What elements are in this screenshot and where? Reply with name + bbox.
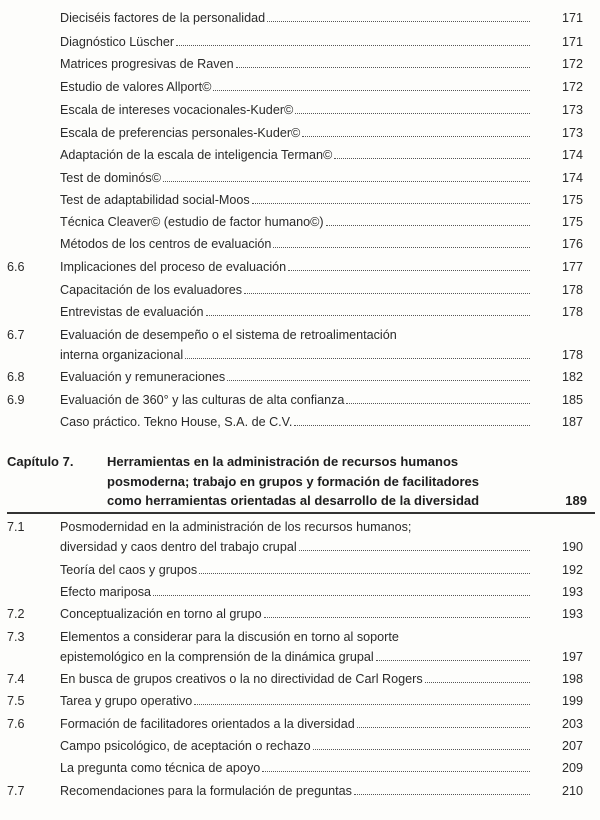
page-number: 192 bbox=[561, 563, 583, 577]
entry-title: Escala de intereses vocacionales-Kuder© bbox=[60, 103, 294, 117]
dot-leader bbox=[236, 67, 530, 68]
entry-title: Evaluación de desempeño o el sistema de retroalimentación bbox=[60, 328, 397, 342]
entry-title-line bbox=[60, 302, 530, 322]
dot-leader bbox=[252, 203, 530, 204]
page-number: 182 bbox=[561, 370, 583, 384]
toc-entry[interactable] bbox=[0, 212, 600, 232]
chapter-title bbox=[107, 452, 527, 511]
dot-leader bbox=[295, 113, 530, 114]
entry-title: Posmodernidad en la administración de los recursos humanos; bbox=[60, 520, 412, 534]
entry-title: Evaluación de 360° y las culturas de alta confianza bbox=[60, 393, 345, 407]
entry-title-line bbox=[60, 517, 530, 537]
page-number: 174 bbox=[561, 171, 583, 185]
entry-title: Entrevistas de evaluación bbox=[60, 305, 204, 319]
section-number: 7.6 bbox=[7, 717, 25, 731]
toc-entry[interactable] bbox=[0, 100, 600, 120]
dot-leader bbox=[163, 181, 530, 182]
entry-title: diversidad y caos dentro del trabajo crupal bbox=[60, 540, 297, 554]
entry-title: Estudio de valores Allport© bbox=[60, 80, 212, 94]
entry-title: Caso práctico. Tekno House, S.A. de C.V. bbox=[60, 415, 293, 429]
entry-title-line bbox=[60, 758, 530, 778]
dot-leader bbox=[294, 425, 530, 426]
section-number: 6.7 bbox=[7, 328, 25, 342]
dot-leader bbox=[176, 45, 530, 46]
dot-leader bbox=[267, 21, 530, 22]
toc-entry[interactable] bbox=[0, 669, 600, 689]
page-number: 198 bbox=[561, 672, 583, 686]
dot-leader bbox=[153, 595, 530, 596]
toc-entry[interactable] bbox=[0, 145, 600, 165]
entry-title: Adaptación de la escala de inteligencia Terman© bbox=[60, 148, 333, 162]
entry-title: Métodos de los centros de evaluación bbox=[60, 237, 272, 251]
entry-title-line bbox=[60, 647, 530, 667]
page-number: 175 bbox=[561, 193, 583, 207]
dot-leader bbox=[425, 682, 530, 683]
entry-title-line bbox=[60, 54, 530, 74]
page-number: 197 bbox=[561, 650, 583, 664]
dot-leader bbox=[346, 403, 530, 404]
page-number: 173 bbox=[561, 126, 583, 140]
section-number: 6.9 bbox=[7, 393, 25, 407]
dot-leader bbox=[199, 573, 530, 574]
toc-entry[interactable] bbox=[0, 582, 600, 602]
entry-title-line bbox=[60, 390, 530, 410]
page-number: 173 bbox=[561, 103, 583, 117]
entry-title: Recomendaciones para la formulación de preguntas bbox=[60, 784, 352, 798]
chapter-label: Capítulo 7. bbox=[7, 454, 74, 469]
entry-title: Capacitación de los evaluadores bbox=[60, 283, 243, 297]
entry-title: Implicaciones del proceso de evaluación bbox=[60, 260, 287, 274]
chapter-divider bbox=[7, 512, 595, 514]
chapter-title-line: posmoderna; trabajo en grupos y formación de facilitadores bbox=[107, 473, 480, 489]
page-number: 178 bbox=[561, 305, 583, 319]
entry-title-line bbox=[60, 168, 530, 188]
page-number: 190 bbox=[561, 540, 583, 554]
toc-entry[interactable] bbox=[0, 691, 600, 711]
section-number: 6.8 bbox=[7, 370, 25, 384]
page-number: 174 bbox=[561, 148, 583, 162]
entry-title-line bbox=[60, 325, 530, 345]
page-number: 185 bbox=[561, 393, 583, 407]
dot-leader bbox=[357, 727, 530, 728]
dot-leader bbox=[227, 380, 530, 381]
toc-entry[interactable] bbox=[0, 412, 600, 432]
entry-title: En busca de grupos creativos o la no directividad de Carl Rogers bbox=[60, 672, 423, 686]
entry-title-line bbox=[60, 560, 530, 580]
toc-entry[interactable] bbox=[0, 54, 600, 74]
page-number: 207 bbox=[561, 739, 583, 753]
entry-title-line bbox=[60, 345, 530, 365]
entry-title-line bbox=[60, 582, 530, 602]
entry-title: Escala de preferencias personales-Kuder© bbox=[60, 126, 301, 140]
toc-entry[interactable] bbox=[0, 190, 600, 210]
toc-entry[interactable] bbox=[0, 325, 600, 362]
page-number: 171 bbox=[561, 11, 583, 25]
page-number: 199 bbox=[561, 694, 583, 708]
toc-entry[interactable] bbox=[0, 77, 600, 97]
entry-title-line bbox=[60, 736, 530, 756]
entry-title: interna organizacional bbox=[60, 348, 184, 362]
toc-entry[interactable] bbox=[0, 758, 600, 778]
section-number: 7.3 bbox=[7, 630, 25, 644]
toc-entry[interactable] bbox=[0, 390, 600, 410]
entry-title-line bbox=[60, 714, 530, 734]
entry-title-line bbox=[60, 32, 530, 52]
page-number: 187 bbox=[561, 415, 583, 429]
entry-title-line bbox=[60, 537, 530, 557]
chapter-title-line: como herramientas orientadas al desarrollo de la diversidad bbox=[107, 493, 480, 508]
page-number: 203 bbox=[561, 717, 583, 731]
page-number: 193 bbox=[561, 585, 583, 599]
page-number: 177 bbox=[561, 260, 583, 274]
dot-leader bbox=[273, 247, 530, 248]
entry-title: Diagnóstico Lüscher bbox=[60, 35, 175, 49]
toc-entry[interactable] bbox=[0, 234, 600, 254]
entry-title-line bbox=[60, 8, 530, 28]
entry-title: Evaluación y remuneraciones bbox=[60, 370, 226, 384]
toc-entry[interactable] bbox=[0, 123, 600, 143]
entry-title-line bbox=[60, 669, 530, 689]
section-number: 7.2 bbox=[7, 607, 25, 621]
toc-entry[interactable] bbox=[0, 627, 600, 664]
entry-title-line bbox=[60, 77, 530, 97]
dot-leader bbox=[288, 270, 530, 271]
toc-entry[interactable] bbox=[0, 302, 600, 322]
dot-leader bbox=[194, 704, 530, 705]
toc-entry[interactable] bbox=[0, 257, 600, 277]
dot-leader bbox=[334, 158, 530, 159]
entry-title-line bbox=[60, 100, 530, 120]
toc-entry[interactable] bbox=[0, 32, 600, 52]
dot-leader bbox=[326, 225, 530, 226]
dot-leader bbox=[262, 771, 530, 772]
entry-title: Conceptualización en torno al grupo bbox=[60, 607, 262, 621]
dot-leader bbox=[299, 550, 530, 551]
entry-title-line bbox=[60, 190, 530, 210]
toc-entry[interactable] bbox=[0, 168, 600, 188]
chapter-title-line: Herramientas en la administración de recursos humanos bbox=[107, 454, 459, 469]
page-number: 171 bbox=[561, 35, 583, 49]
page-number: 178 bbox=[561, 283, 583, 297]
page-number: 209 bbox=[561, 761, 583, 775]
dot-leader bbox=[313, 749, 530, 750]
toc-entry[interactable] bbox=[0, 367, 600, 387]
entry-title: epistemológico en la comprensión de la dinámica grupal bbox=[60, 650, 374, 664]
toc-entry[interactable] bbox=[0, 280, 600, 300]
entry-title-line bbox=[60, 781, 530, 801]
entry-title: Tarea y grupo operativo bbox=[60, 694, 193, 708]
section-number: 7.1 bbox=[7, 520, 25, 534]
page-number: 178 bbox=[561, 348, 583, 362]
section-number: 6.6 bbox=[7, 260, 25, 274]
toc-entry[interactable] bbox=[0, 714, 600, 734]
entry-title-line bbox=[60, 367, 530, 387]
section-number: 7.4 bbox=[7, 672, 25, 686]
entry-title: Formación de facilitadores orientados a la diversidad bbox=[60, 717, 355, 731]
entry-title-line bbox=[60, 412, 530, 432]
page-number: 175 bbox=[561, 215, 583, 229]
entry-title: Campo psicológico, de aceptación o rechazo bbox=[60, 739, 311, 753]
entry-title-line bbox=[60, 627, 530, 647]
dot-leader bbox=[376, 660, 530, 661]
entry-title: Teoría del caos y grupos bbox=[60, 563, 198, 577]
dot-leader bbox=[206, 315, 530, 316]
page-number: 193 bbox=[561, 607, 583, 621]
toc-entry[interactable] bbox=[0, 517, 600, 554]
entry-title: Test de dominós© bbox=[60, 171, 161, 185]
entry-title-line bbox=[60, 212, 530, 232]
entry-title-line bbox=[60, 123, 530, 143]
entry-title: Matrices progresivas de Raven bbox=[60, 57, 234, 71]
entry-title: Técnica Cleaver© (estudio de factor humano©) bbox=[60, 215, 324, 229]
toc-entry[interactable] bbox=[0, 781, 600, 801]
section-number: 7.7 bbox=[7, 784, 25, 798]
entry-title-line bbox=[60, 234, 530, 254]
page-number: 172 bbox=[561, 80, 583, 94]
entry-title-line bbox=[60, 691, 530, 711]
dot-leader bbox=[354, 794, 530, 795]
dot-leader bbox=[213, 90, 530, 91]
entry-title: Test de adaptabilidad social-Moos bbox=[60, 193, 250, 207]
dot-leader bbox=[185, 358, 530, 359]
page-number: 210 bbox=[561, 784, 583, 798]
toc-entry[interactable] bbox=[0, 604, 600, 624]
entry-title-line bbox=[60, 604, 530, 624]
toc-entry[interactable] bbox=[0, 736, 600, 756]
section-number: 7.5 bbox=[7, 694, 25, 708]
dot-leader bbox=[302, 136, 530, 137]
entry-title-line bbox=[60, 145, 530, 165]
entry-title-line bbox=[60, 257, 530, 277]
entry-title: Elementos a considerar para la discusión en torno al soporte bbox=[60, 630, 399, 644]
entry-title: Efecto mariposa bbox=[60, 585, 151, 599]
dot-leader bbox=[264, 617, 530, 618]
entry-title-line bbox=[60, 280, 530, 300]
page-number: 172 bbox=[561, 57, 583, 71]
chapter-page-number: 189 bbox=[565, 493, 587, 508]
toc-entry[interactable] bbox=[0, 560, 600, 580]
dot-leader bbox=[244, 293, 530, 294]
entry-title: La pregunta como técnica de apoyo bbox=[60, 761, 261, 775]
entry-title: Dieciséis factores de la personalidad bbox=[60, 11, 266, 25]
toc-entry[interactable] bbox=[0, 8, 600, 28]
page-number: 176 bbox=[561, 237, 583, 251]
